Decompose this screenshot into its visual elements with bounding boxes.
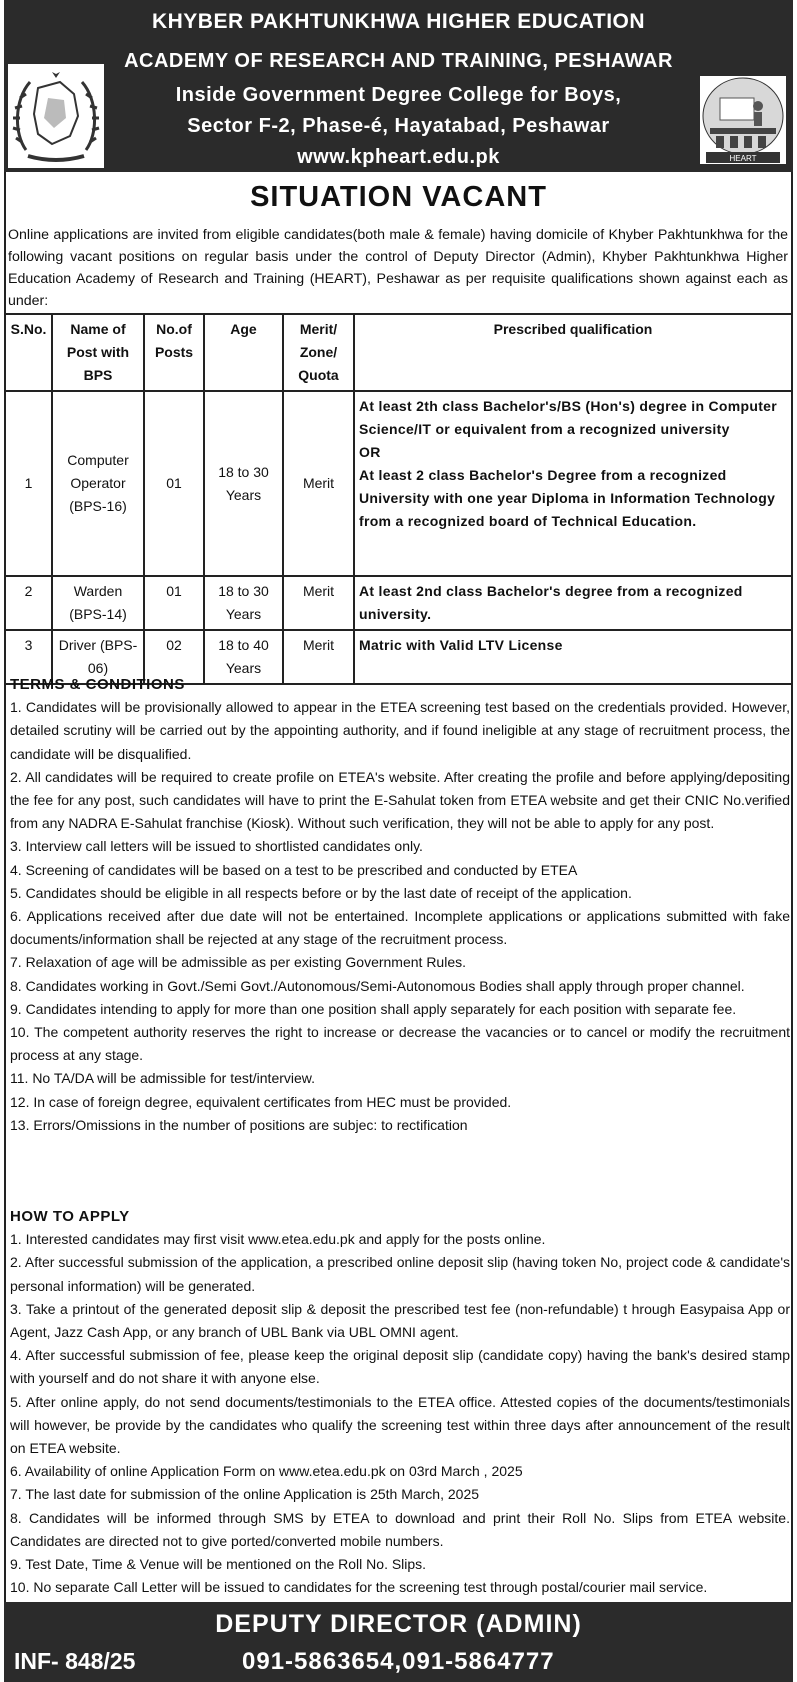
row-qualification: Matric with Valid LTV License — [354, 630, 792, 684]
terms-item: 10. The competent authority reserves the right to increase or decrease the vacancies or to cancel or modify the recruitment process at any stage. — [10, 1024, 790, 1064]
qualification-or: OR — [359, 444, 381, 460]
row-qualification: At least 2nd class Bachelor's degree from a recognized university. — [354, 576, 792, 630]
apply-item: 8. Candidates will be informed through SMS by ETEA to download and print their Roll No. Slips from ETEA website. Candidates are directed not to give ported/converted mobile numbers. — [10, 1509, 790, 1549]
col-header-quota: Merit/ Zone/ Quota — [283, 314, 354, 391]
apply-item: 9. Test Date, Time & Venue will be mentioned on the Roll No. Slips. — [10, 1556, 427, 1573]
heart-academy-logo — [700, 76, 786, 164]
how-to-apply-title: HOW TO APPLY — [10, 1208, 130, 1225]
row-qualification — [354, 391, 792, 576]
qualification-option-1: At least 2th class Bachelor's/BS (Hon's) degree in Computer Science/IT or equivalent from a recognized university — [359, 398, 778, 437]
row-post: Driver (BPS-06) — [52, 630, 144, 684]
terms-item: 12. In case of foreign degree, equivalent certificates from HEC must be provided. — [10, 1093, 512, 1110]
terms-item: 13. Errors/Omissions in the number of positions are subjec: to rectification — [10, 1116, 468, 1133]
kp-government-emblem-logo — [8, 64, 104, 168]
terms-item: 8. Candidates working in Govt./Semi Govt./Autonomous/Semi-Autonomous Bodies shall apply through proper channel. — [10, 977, 745, 994]
terms-section — [10, 673, 790, 1137]
terms-title: TERMS & CONDITIONS — [10, 676, 185, 693]
apply-item: 2. After successful submission of the application, a prescribed online deposit slip (having token No, project code & candidate's personal information) will be generated. — [10, 1254, 790, 1294]
apply-item: 10. No separate Call Letter will be issued to candidates for the screening test through postal/courier mail service. — [10, 1579, 708, 1596]
row-posts: 01 — [144, 391, 204, 576]
row-quota: Merit — [283, 630, 354, 684]
row-age: 18 to 40 Years — [204, 630, 283, 684]
row-posts: 02 — [144, 630, 204, 684]
row-post: Computer Operator (BPS-16) — [52, 391, 144, 576]
heart-logo-icon — [700, 76, 786, 164]
table-row — [5, 576, 792, 630]
how-to-apply-section — [10, 1205, 790, 1599]
terms-item: 4. Screening of candidates will be based on a test to be prescribed and conducted by ETEA — [10, 861, 578, 878]
terms-item: 11. No TA/DA will be admissible for test/interview. — [10, 1070, 316, 1087]
row-post: Warden (BPS-14) — [52, 576, 144, 630]
contact-phones: 091-5863654,091-5864777 — [242, 1648, 555, 1675]
footer-banner — [4, 1602, 793, 1682]
col-header-age: Age — [204, 314, 283, 391]
terms-item: 3. Interview call letters will be issued to shortlisted candidates only. — [10, 838, 423, 855]
table-row — [5, 391, 792, 576]
heart-logo-text: HEART — [729, 154, 757, 163]
row-age: 18 to 30 Years — [204, 576, 283, 630]
table-header-row — [5, 314, 792, 391]
header-line-3: Inside Government Degree College for Boys, — [175, 84, 622, 106]
header-line-1: KHYBER PAKHTUNKHWA HIGHER EDUCATION — [151, 10, 646, 33]
col-header-sno: S.No. — [5, 314, 52, 391]
row-age: 18 to 30 Years — [204, 391, 283, 576]
terms-item: 2. All candidates will be required to create profile on ETEA's website. After creating the profile and before applying/depositing the fee for any post, such candidates will have to print the E-Sahulat token from ETEA website and get their CNIC No.verified from any NADRA E-Sahulat franchise (Kiosk). Without such verification, they will not be able to apply for any post. — [10, 768, 790, 832]
apply-item: 5. After online apply, do not send documents/testimonials to the ETEA office. Attested copies of the documents/testimonials will however, be provide by the candidates who qualify the screening test within three days after announcement of the result on ETEA website. — [10, 1393, 790, 1457]
col-header-posts: No.of Posts — [144, 314, 204, 391]
terms-item: 5. Candidates should be eligible in all respects before or by the last date of receipt of the application. — [10, 884, 632, 901]
apply-item: 1. Interested candidates may first visit www.etea.edu.pk and apply for the posts online. — [10, 1231, 546, 1248]
qualification-option-2: At least 2 class Bachelor's Degree from a recognized University with one year Diploma in Information Technology from a recognized board of Technical Education. — [359, 467, 776, 529]
header-line-2: ACADEMY OF RESEARCH AND TRAINING, PESHAWAR — [124, 50, 673, 72]
terms-item: 1. Candidates will be provisionally allowed to appear in the ETEA screening test based on the credentials provided. However, detailed scrutiny will be carried out by the appointing authority, and if found ineligible at any stage of recruitment process, the candidate will be disqualified. — [10, 699, 790, 762]
row-sno: 2 — [5, 576, 52, 630]
header-line-4: Sector F-2, Phase-é, Hayatabad, Peshawar — [187, 115, 610, 137]
terms-item: 7. Relaxation of age will be admissible as per existing Government Rules. — [10, 954, 467, 971]
row-quota: Merit — [283, 576, 354, 630]
vacancy-table — [4, 313, 793, 685]
inf-reference: INF- 848/25 — [14, 1648, 136, 1674]
row-sno: 3 — [5, 630, 52, 684]
terms-item: 6. Applications received after due date will not be entertained. Incomplete applications or applications submitted with fake documents/information shall be rejected at any stage of the recruitment process. — [10, 908, 790, 948]
terms-item: 9. Candidates intending to apply for more than one position shall apply separately for each position with separate fee. — [10, 1000, 737, 1017]
website-link[interactable]: www.kpheart.edu.pk — [297, 146, 500, 168]
row-sno: 1 — [5, 391, 52, 576]
col-header-post: Name of Post with BPS — [52, 314, 144, 391]
footer-title: DEPUTY DIRECTOR (ADMIN) — [215, 1610, 582, 1638]
page-title: SITUATION VACANT — [250, 181, 547, 213]
apply-item: 6. Availability of online Application Form on www.etea.edu.pk on 03rd March , 2025 — [10, 1463, 523, 1480]
col-header-qualification: Prescribed qualification — [354, 314, 792, 391]
emblem-icon — [8, 64, 104, 168]
apply-item: 3. Take a printout of the generated deposit slip & deposit the prescribed test fee (non-refundable) t hrough Easypaisa App or Agent, Jazz Cash App, or any branch of UBL Bank via UBL OMNI agent. — [10, 1300, 790, 1341]
apply-item: 4. After successful submission of fee, please keep the original deposit slip (candidate copy) having the bank's desired stamp with yourself and do not share it with anyone else. — [10, 1347, 790, 1387]
row-posts: 01 — [144, 576, 204, 630]
row-quota: Merit — [283, 391, 354, 576]
intro-paragraph: Online applications are invited from eligible candidates(both male & female) having domicile of Khyber Pakhtunkhwa for the following vacant positions on regular basis under the control of Deputy Director (Admin), Khyber Pakhtunkhwa Higher Education Academy of Research and Training (HEART), Peshawar as per requisite qualifications shown against each as under: — [8, 227, 788, 309]
header-banner — [4, 0, 793, 172]
apply-item: 7. The last date for submission of the online Application is 25th March, 2025 — [10, 1486, 480, 1503]
